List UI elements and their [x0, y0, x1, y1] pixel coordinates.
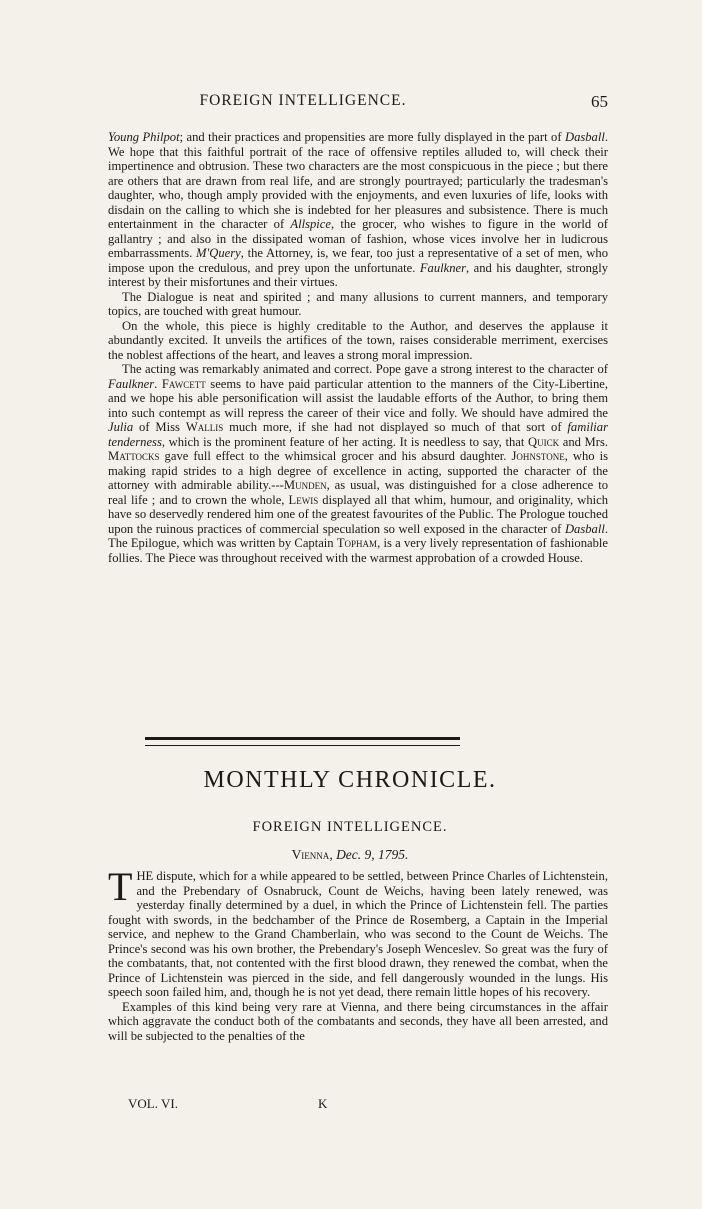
text-run: , is a very lively representation of fashionable follies. The Piece was throughout received with the warmest approbation of a crowded House.: [108, 536, 608, 565]
actor-name: Quick: [527, 434, 560, 449]
page-header: [108, 92, 608, 112]
author-name: Topham: [336, 536, 378, 550]
text-run: gave full effect to the whimsical grocer and his absurd daughter.: [159, 449, 512, 463]
dateline: [100, 847, 600, 863]
actor-name: Johnstone: [511, 449, 565, 463]
chronicle-title: MONTHLY CHRONICLE.: [203, 767, 497, 793]
character-name: Dasball: [564, 521, 605, 536]
signature-mark: K: [318, 1096, 328, 1111]
character-name: Julia: [108, 420, 134, 434]
text-run: of Miss: [133, 420, 186, 434]
text-run: . The Epilogue, which was written by Captain: [108, 521, 608, 550]
text-run: .: [154, 376, 162, 391]
theatre-review: [108, 130, 608, 565]
text-run: displayed all that whim, humour, and originality, which have so deservedly rendered him one of the greatest favourites of the Public. The Prologue touched upon the ruinous practices of commercial speculation so well exposed in the character of: [108, 492, 609, 536]
volume-number: VOL. VI.: [128, 1096, 178, 1111]
text-run: , as usual, was distinguished for a close adherence to real life ; and to crown the whole,: [108, 478, 608, 507]
text-run: . We hope that this faithful portrait of the race of offensive reptiles alluded to, will check their impertinence and obtrusion. These two characters are the most conspicuous in the piece ; but there are others that are drawn from real life, and are strongly pourtrayed; particularly the tradesman's daughter, who, though amply provided with the enjoyments, and even luxuries of life, looks with disdain on the calling to which she is indebted for her pleasures and subsistence. There is much entertainment in the character of: [108, 130, 609, 231]
chronicle-body: [108, 864, 608, 1043]
review-paragraph: The Dialogue is neat and spirited ; and many allusions to current manners, and temporary topics, are touched with great humour.: [108, 289, 608, 318]
character-name: Dasball: [564, 130, 605, 144]
drop-cap: T: [108, 864, 133, 909]
dateline-date: , Dec. 9, 1795.: [329, 847, 409, 862]
character-name: M'Query: [196, 246, 241, 260]
dateline-city: Vienna: [291, 847, 330, 862]
section-divider-rule: [145, 737, 460, 746]
text-run: much more, if she had not displayed so much of that sort of: [223, 420, 568, 434]
chronicle-paragraph: [108, 864, 608, 1000]
text-run: The acting was remarkably animated and correct. Pope gave a strong interest to the character of: [122, 362, 608, 376]
actor-name: Mattocks: [108, 449, 160, 463]
character-name: Allspice: [290, 217, 331, 231]
actor-name: Wallis: [185, 420, 224, 434]
text-run: , who is making rapid strides to a high degree of excellence in acting, supported the character of the attorney with admirable ability.---: [108, 449, 608, 492]
actor-name: Munden: [283, 478, 327, 492]
section-title: FOREIGN INTELLIGENCE.: [252, 819, 448, 835]
text-run: , which is the prominent feature of her acting. It is needless to say, that: [161, 434, 528, 449]
review-paragraph: [108, 362, 608, 565]
character-name: Faulkner: [419, 260, 467, 275]
actor-name: Lewis: [288, 492, 319, 507]
review-paragraph: [108, 130, 608, 290]
actor-name: Fawcett: [161, 376, 206, 391]
review-paragraph: On the whole, this piece is highly creditable to the Author, and deserves the applause it abundantly excited. It unveils the artifices of the town, raises considerable merriment, exercises the noblest affections of the heart, and leaves a strong moral impression.: [108, 318, 608, 362]
text-run: , the Attorney, is, we fear, too just a representative of a set of men, who impose upon the credulous, and prey upon the unfortunate.: [108, 246, 608, 275]
page-footer: [128, 1096, 428, 1112]
character-name: Faulkner: [108, 376, 155, 391]
page-number: 65: [591, 92, 608, 111]
text-run: HE dispute, which for a while appeared to be settled, between Prince Charles of Lichtenstein, and the Prebendary of Osnabruck, Count de Weichs, having been lately renewed, was yesterday finally determined by a duel, in which the Prince of Lichtenstein fell. The parties fought with swords, in the bedchamber of the Prince de Rosemberg, a Captain in the Imperial service, and nephew to the Grand Chamberlain, who was second to the Count de Weichs. The Prince's second was his own brother, the Prebendary's Joseph Wenceslev. So great was the fury of the combatants, that, not contented with the first blood drawn, they renewed the combat, when the Prince of Lichtenstein was pierced in the side, and fell dangerously wounded in the lungs. His speech soon failed him, and, though he is not yet dead, there remain little hopes of his recovery.: [108, 869, 608, 999]
text-run: , the grocer, who wishes to figure in the world of gallantry ; and also in the dissipated woman of fashion, whose vices involve her in ludicrous embarrassments.: [108, 217, 608, 260]
character-name: Young Philpot: [108, 130, 180, 144]
chronicle-paragraph: Examples of this kind being very rare at Vienna, and there being circumstances in the affair which aggravate the conduct both of the combatants and seconds, they have all been arrested, and will be subjected to the penalties of the: [108, 999, 608, 1043]
text-run: ; and their practices and propensities are more fully displayed in the part of: [179, 130, 565, 144]
text-run: seems to have paid particular attention to the manners of the City-Libertine, and we hope his able personification will assist the laudable efforts of the Author, to bring them into such contempt as will repress the career of their vice and folly. We should have admired the: [108, 376, 609, 420]
running-head: FOREIGN INTELLIGENCE.: [199, 92, 407, 109]
emphasis: familiar tenderness: [108, 420, 609, 449]
text-run: and Mrs.: [559, 434, 609, 449]
text-run: , and his daughter, strongly interest by their misfortunes and their virtues.: [108, 260, 609, 289]
